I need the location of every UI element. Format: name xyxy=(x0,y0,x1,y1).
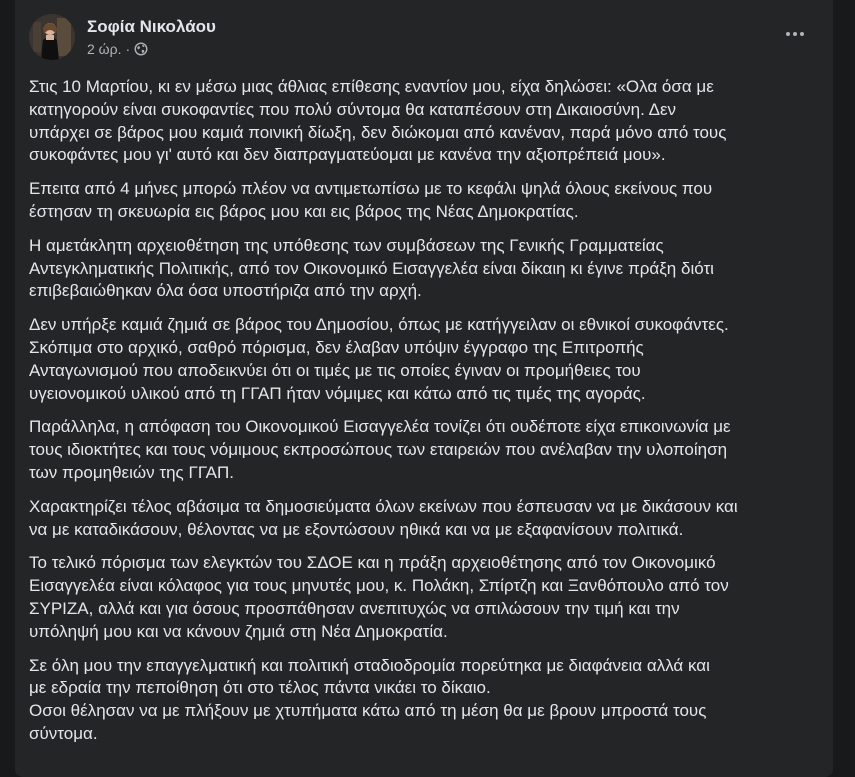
post-paragraph xyxy=(29,178,829,224)
post-paragraph xyxy=(29,496,829,542)
more-options-icon[interactable] xyxy=(779,22,811,46)
post-text-line: με εδραία την πεποίθηση ότι στο τέλος πάντα νικάει το δίκαιο. xyxy=(29,678,491,698)
post-text-line: Εισαγγελέα είναι κόλαφος για τους μηνυτές μου, κ. Πολάκη, Σπίρτζη και Ξανθόπουλο από τον xyxy=(29,576,729,596)
post-text-line: Αντεγκληματικής Πολιτικής, από τον Οικονομικό Εισαγγελέα είναι δίκαιη κι έγινε πράξη διότι xyxy=(29,258,714,278)
post-paragraph xyxy=(29,655,829,746)
post-text-line: Το τελικό πόρισμα των ελεγκτών του ΣΔΟΕ και η πράξη αρχειοθέτησης από τον Οικονομικό xyxy=(29,553,716,573)
separator-dot: · xyxy=(125,41,131,57)
post-text-line: Η αμετάκλητη αρχειοθέτηση της υπόθεσης των συμβάσεων της Γενικής Γραμματείας xyxy=(29,235,664,255)
post-paragraph xyxy=(29,76,829,167)
post-text-line: Επειτα από 4 μήνες μπορώ πλέον να αντιμετωπίσω με το κεφάλι ψηλά όλους εκείνους που xyxy=(29,179,713,199)
post-text-line: Χαρακτηρίζει τέλος αβάσιμα τα δημοσιεύματα όλων εκείνων που έσπευσαν να με δικάσουν και xyxy=(29,496,738,516)
post-text-line: Δεν υπήρξε καμιά ζημιά σε βάρος του Δημοσίου, όπως με κατήγγειλαν οι εθνικοί συκοφάντες. xyxy=(29,315,729,335)
post-subline xyxy=(87,40,216,58)
post-text-line: συκοφάντες μου γι' αυτό και δεν διαπραγματεύομαι με κανένα την αξιοπρέπειά μου». xyxy=(29,145,666,165)
post-text-line: επιβεβαιώθηκαν όλα όσα υποστήριζα από την αρχή. xyxy=(29,281,422,301)
post-paragraph xyxy=(29,552,829,643)
post-text-line: έστησαν τη σκευωρία εις βάρος μου και εις βάρος της Νέας Δημοκρατίας. xyxy=(29,201,579,221)
globe-icon[interactable] xyxy=(134,42,148,56)
post-text-line: Στις 10 Μαρτίου, κι εν μέσω μιας άθλιας επίθεσης εναντίον μου, είχα δηλώσει: «Ολα όσα με xyxy=(29,77,714,96)
post-text xyxy=(29,76,829,757)
post-text-line: Σκόπιμα στο αρχικό, σαθρό πόρισμα, δεν έλαβαν υπόψιν έγγραφο της Επιτροπής xyxy=(29,337,644,357)
post-text-line: να με καταδικάσουν, θέλοντας να με εξοντώσουν ηθικά και να με εξαφανίσουν πολιτικά. xyxy=(29,519,684,539)
author-name[interactable]: Σοφία Νικολάου xyxy=(87,17,216,36)
post-text-line: Ανταγωνισμού που αποδεικνύει ότι οι τιμές με τις οποίες έγιναν οι προμήθειες του xyxy=(29,360,641,380)
post-header xyxy=(29,12,216,62)
post-text-line: τους ιδιοκτήτες και τους νόμιμους εκπροσώπους των εταιρειών που ανέλαβαν την υλοποίηση xyxy=(29,440,728,460)
post-text-line: των προμηθειών της ΓΓΑΠ. xyxy=(29,462,234,482)
post-card xyxy=(15,0,833,777)
post-text-line: υπόληψή μου και να κάνουν ζημιά στη Νέα Δημοκρατία. xyxy=(29,621,448,641)
post-paragraph xyxy=(29,416,829,484)
post-paragraph xyxy=(29,314,829,405)
post-text-line: ΣΥΡΙΖΑ, αλλά και για όσους προσπάθησαν ανεπιτυχώς να σπιλώσουν την τιμή και την xyxy=(29,598,680,618)
post-text-line: υπάρχει σε βάρος μου καμιά ποινική δίωξη, δεν διώκομαι από κανέναν, παρά μόνο από τους xyxy=(29,122,727,142)
post-text-line: Σε όλη μου την επαγγελματική και πολιτική σταδιοδρομία πορεύτηκα με διαφάνεια αλλά και xyxy=(29,655,710,675)
post-meta xyxy=(87,16,216,58)
post-text-line: υγειονομικού υλικού από τη ΓΓΑΠ ήταν νόμιμες και κάτω από τις τιμές της αγοράς. xyxy=(29,383,646,403)
avatar[interactable] xyxy=(29,14,75,60)
post-timestamp[interactable]: 2 ώρ. xyxy=(87,41,122,57)
post-text-line: Παράλληλα, η απόφαση του Οικονομικού Εισαγγελέα τονίζει ότι ουδέποτε είχα επικοινωνία με xyxy=(29,417,731,437)
post-text-line: κατηγορούν είναι συκοφαντίες που πολύ σύντομα θα καταπέσουν στη Δικαιοσύνη. Δεν xyxy=(29,99,677,119)
avatar-image xyxy=(29,14,75,60)
post-paragraph xyxy=(29,235,829,303)
post-text-line: Οσοι θέλησαν να με πλήξουν με χτυπήματα κάτω από τη μέση θα με βρουν μπροστά τους xyxy=(29,701,707,721)
post-text-line: σύντομα. xyxy=(29,723,98,743)
